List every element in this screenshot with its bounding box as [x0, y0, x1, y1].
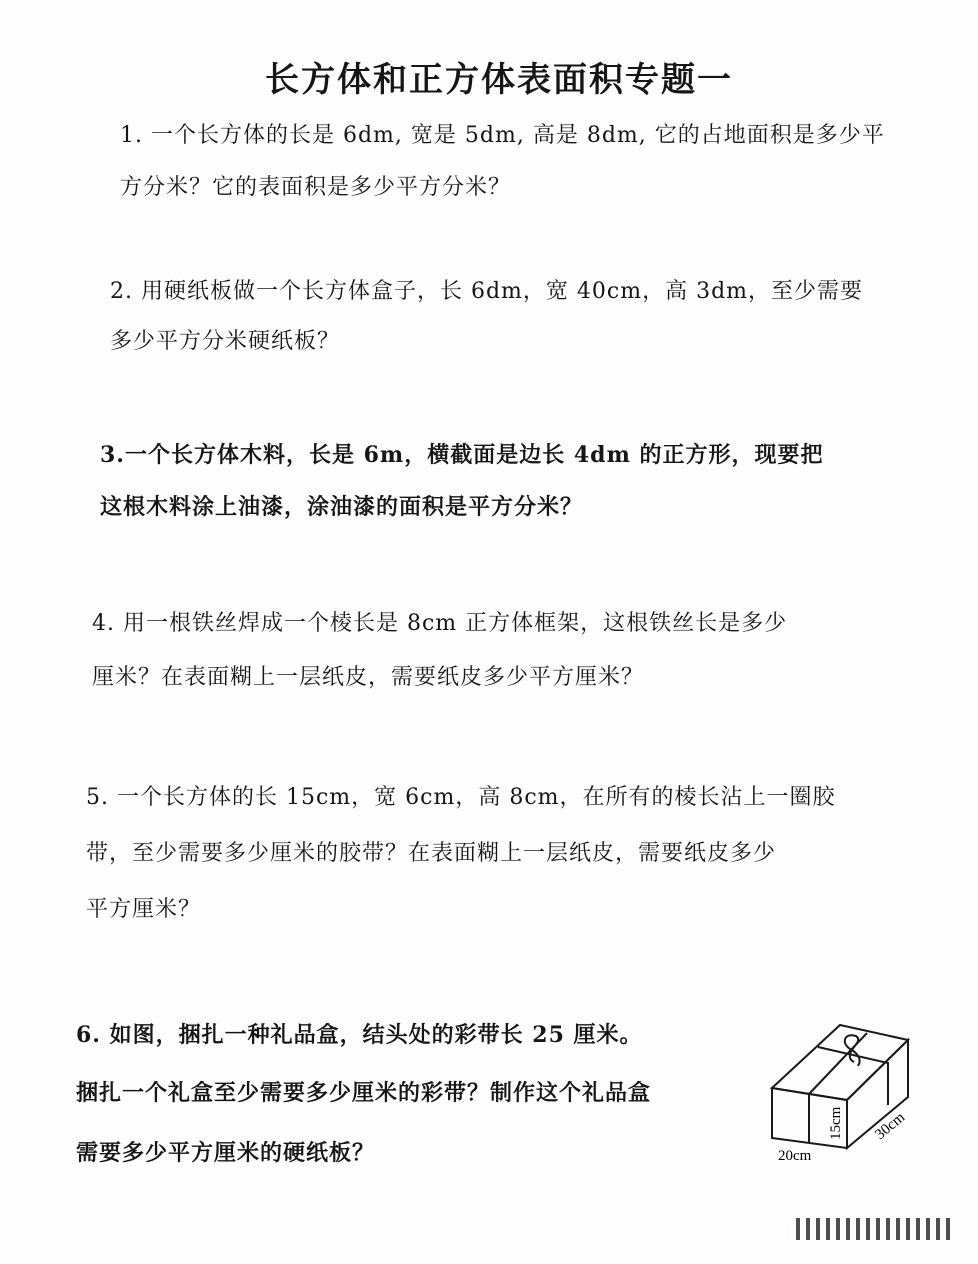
problem-1-line-1: 1. 一个长方体的长是 6dm, 宽是 5dm, 高是 8dm, 它的占地面积是多少平: [120, 123, 885, 148]
problem-3-line-1: 3.一个长方体木料，长是 6m，横截面是边长 4dm 的正方形，现要把: [100, 442, 824, 468]
problem-6-line-1: 6. 如图，捆扎一种礼品盒，结头处的彩带长 25 厘米。: [76, 1022, 643, 1048]
problem-5-line-1: 5. 一个长方体的长 15cm，宽 6cm，高 8cm，在所有的棱长沾上一圈胶: [86, 785, 836, 810]
problem-5-line-2: 带，至少需要多少厘米的胶带？在表面糊上一层纸皮，需要纸皮多少: [86, 841, 777, 866]
length-label: 30cm: [872, 1109, 909, 1144]
scan-artifact-strip: [790, 1218, 950, 1240]
problem-2-line-1: 2. 用硬纸板做一个长方体盒子，长 6dm，宽 40cm，高 3dm，至少需要: [110, 279, 864, 304]
page-title: 长方体和正方体表面积专题一: [265, 60, 733, 100]
problem-1-line-2: 方分米？它的表面积是多少平方分米？: [120, 175, 512, 200]
problem-3-line-2: 这根木料涂上油漆，涂油漆的面积是平方分米？: [100, 494, 584, 520]
problem-4-line-2: 厘米？在表面糊上一层纸皮，需要纸皮多少平方厘米？: [92, 665, 645, 690]
problem-5-line-3: 平方厘米？: [86, 897, 202, 922]
problem-4-line-1: 4. 用一根铁丝焊成一个棱长是 8cm 正方体框架，这根铁丝长是多少: [92, 611, 788, 636]
problem-6-line-2: 捆扎一个礼盒至少需要多少厘米的彩带？制作这个礼品盒: [76, 1080, 652, 1106]
height-label: 15cm: [828, 1106, 844, 1140]
problem-6-line-3: 需要多少平方厘米的硬纸板？: [76, 1140, 376, 1166]
ribbon: [809, 1033, 888, 1142]
problem-2-line-2: 多少平方分米硬纸板？: [110, 329, 341, 354]
bow-icon: [845, 1035, 860, 1066]
width-label: 20cm: [778, 1148, 812, 1164]
